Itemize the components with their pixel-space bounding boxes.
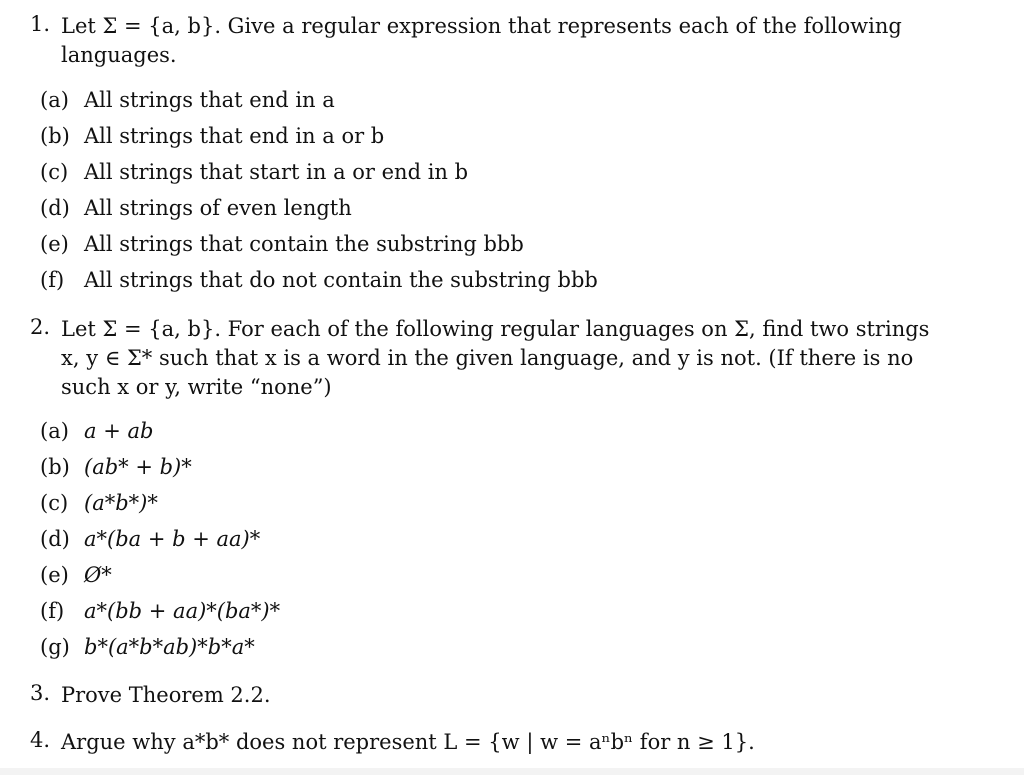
statement-line: Let Σ = {a, b}. For each of the following regular languages on Σ, find two strings	[61, 317, 930, 341]
item-label: (g)	[40, 635, 70, 659]
item-expression: Ø*	[84, 563, 112, 587]
problem-number: 2.	[30, 315, 51, 339]
page-bottom-edge	[0, 768, 1024, 775]
item-expression: b*(a*b*ab)*b*a*	[84, 635, 255, 659]
problem-number: 4.	[30, 728, 51, 752]
list-item	[40, 599, 280, 623]
item-label: (b)	[40, 455, 70, 479]
list-item	[40, 491, 158, 515]
statement-line: Prove Theorem 2.2.	[61, 683, 271, 707]
list-item	[40, 88, 335, 112]
item-text: All strings that contain the substring bbb	[84, 232, 524, 256]
item-text: All strings that end in a or b	[84, 124, 385, 148]
list-item	[40, 232, 524, 256]
problem-3	[30, 681, 990, 710]
list-item	[40, 419, 153, 443]
problem-statement	[61, 315, 990, 402]
list-item	[40, 455, 192, 479]
statement-line: languages.	[61, 43, 177, 67]
problem-4	[30, 728, 990, 757]
statement-line: such x or y, write “none”)	[61, 375, 332, 399]
list-item	[40, 196, 352, 220]
list-item	[40, 563, 112, 587]
list-item	[40, 160, 468, 184]
item-expression: (ab* + b)*	[84, 455, 192, 479]
problem-number: 1.	[30, 12, 51, 36]
item-label: (b)	[40, 124, 70, 148]
item-expression: a*(bb + aa)*(ba*)*	[84, 599, 281, 623]
item-text: All strings that end in a	[84, 88, 335, 112]
item-label: (e)	[40, 563, 69, 587]
item-label: (a)	[40, 88, 69, 112]
item-label: (e)	[40, 232, 69, 256]
list-item	[40, 268, 598, 292]
item-label: (d)	[40, 527, 70, 551]
item-expression: (a*b*)*	[84, 491, 158, 515]
item-text: All strings that start in a or end in b	[84, 160, 469, 184]
problem-1	[30, 12, 990, 70]
item-label: (d)	[40, 196, 70, 220]
item-text: All strings that do not contain the substring bbb	[84, 268, 598, 292]
item-label: (a)	[40, 419, 69, 443]
problem-statement	[61, 728, 990, 757]
item-label: (c)	[40, 491, 69, 515]
item-expression: a*(ba + b + aa)*	[84, 527, 261, 551]
item-label: (f)	[40, 268, 65, 292]
item-expression: a + ab	[84, 419, 154, 443]
problem-statement	[61, 12, 990, 70]
list-item	[40, 124, 384, 148]
statement-line: x, y ∈ Σ* such that x is a word in the given language, and y is not. (If there is no	[61, 346, 914, 370]
problem-number: 3.	[30, 681, 51, 705]
problem-statement	[61, 681, 990, 710]
item-label: (c)	[40, 160, 69, 184]
item-label: (f)	[40, 599, 65, 623]
list-item	[40, 527, 260, 551]
problem-2	[30, 315, 990, 402]
statement-line: Let Σ = {a, b}. Give a regular expression that represents each of the following	[61, 14, 902, 38]
statement-line: Argue why a*b* does not represent L = {w | w = aⁿbⁿ for n ≥ 1}.	[61, 730, 755, 754]
list-item	[40, 635, 255, 659]
item-text: All strings of even length	[84, 196, 352, 220]
